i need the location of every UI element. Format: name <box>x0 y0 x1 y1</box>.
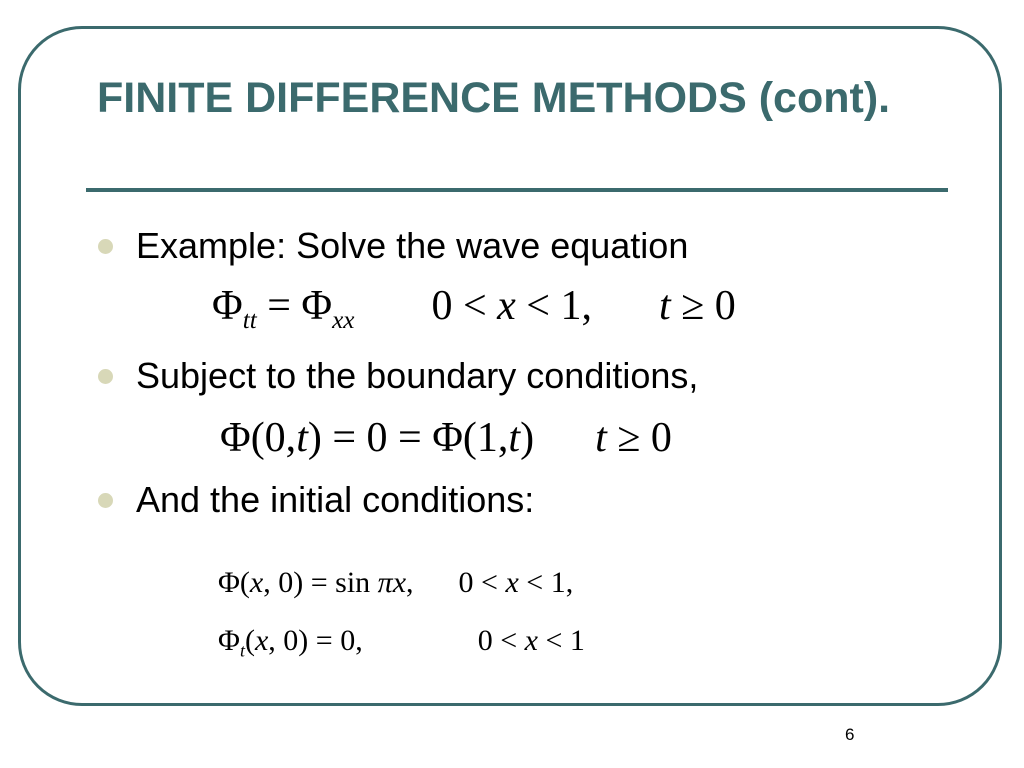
pi-symbol: π <box>377 566 393 599</box>
greater-equal: ≥ <box>617 415 641 461</box>
subscript-tt: tt <box>242 306 257 334</box>
args-rest: , 0) = 0, <box>268 624 363 657</box>
domain-lower: 0 <box>431 283 453 329</box>
variable-x: x <box>497 283 516 329</box>
phi-right-open: Φ(1, <box>432 415 509 461</box>
time-zero: 0 <box>650 415 672 461</box>
less-than: < <box>462 283 487 329</box>
less-than: < <box>526 283 550 329</box>
variable-x: x <box>392 566 407 599</box>
slide-title: FINITE DIFFERENCE METHODS (cont). <box>97 74 891 122</box>
domain-upper: < 1, <box>526 566 574 599</box>
phi-open: Φ( <box>218 566 250 599</box>
phi-symbol: Φ <box>218 624 240 657</box>
variable-x: x <box>505 566 519 599</box>
bullet-text: Subject to the boundary conditions, <box>136 355 699 396</box>
domain-lower: 0 < <box>477 624 518 657</box>
equation-boundary <box>220 414 672 462</box>
equation-initial-displacement <box>218 566 573 600</box>
paren-close: ) <box>520 415 535 461</box>
subscript-t: t <box>239 640 245 661</box>
variable-t: t <box>595 415 607 461</box>
bullet-dot-icon <box>98 493 113 508</box>
title-underline <box>86 188 948 192</box>
subscript-xx: xx <box>332 306 355 334</box>
greater-equal: ≥ <box>681 283 705 329</box>
comma: , <box>406 566 414 599</box>
variable-x: x <box>524 624 538 657</box>
equals-sign: = <box>267 283 291 329</box>
page-number: 6 <box>845 725 855 744</box>
variable-x: x <box>254 624 269 657</box>
equals-zero-equals: = 0 = <box>332 415 422 461</box>
variable-t: t <box>508 415 521 461</box>
domain-upper: 1, <box>560 283 592 329</box>
phi-symbol: Φ <box>301 283 333 329</box>
bullet-text: And the initial conditions: <box>136 479 535 520</box>
phi-symbol: Φ <box>212 283 243 329</box>
variable-t: t <box>658 283 671 329</box>
time-zero: 0 <box>714 283 736 329</box>
args-rest: , 0) = sin <box>263 566 371 599</box>
bullet-text: Example: Solve the wave equation <box>136 225 689 266</box>
bullet-dot-icon <box>98 239 113 254</box>
phi-left-open: Φ(0, <box>220 415 297 461</box>
paren-open: ( <box>244 624 255 657</box>
domain-upper: < 1 <box>545 624 585 657</box>
paren-close: ) <box>307 415 322 461</box>
variable-x: x <box>249 566 264 599</box>
equation-wave <box>212 282 736 335</box>
equation-initial-velocity <box>218 624 585 661</box>
bullet-dot-icon <box>98 369 113 384</box>
domain-lower: 0 < <box>458 566 498 599</box>
variable-t: t <box>296 415 308 461</box>
